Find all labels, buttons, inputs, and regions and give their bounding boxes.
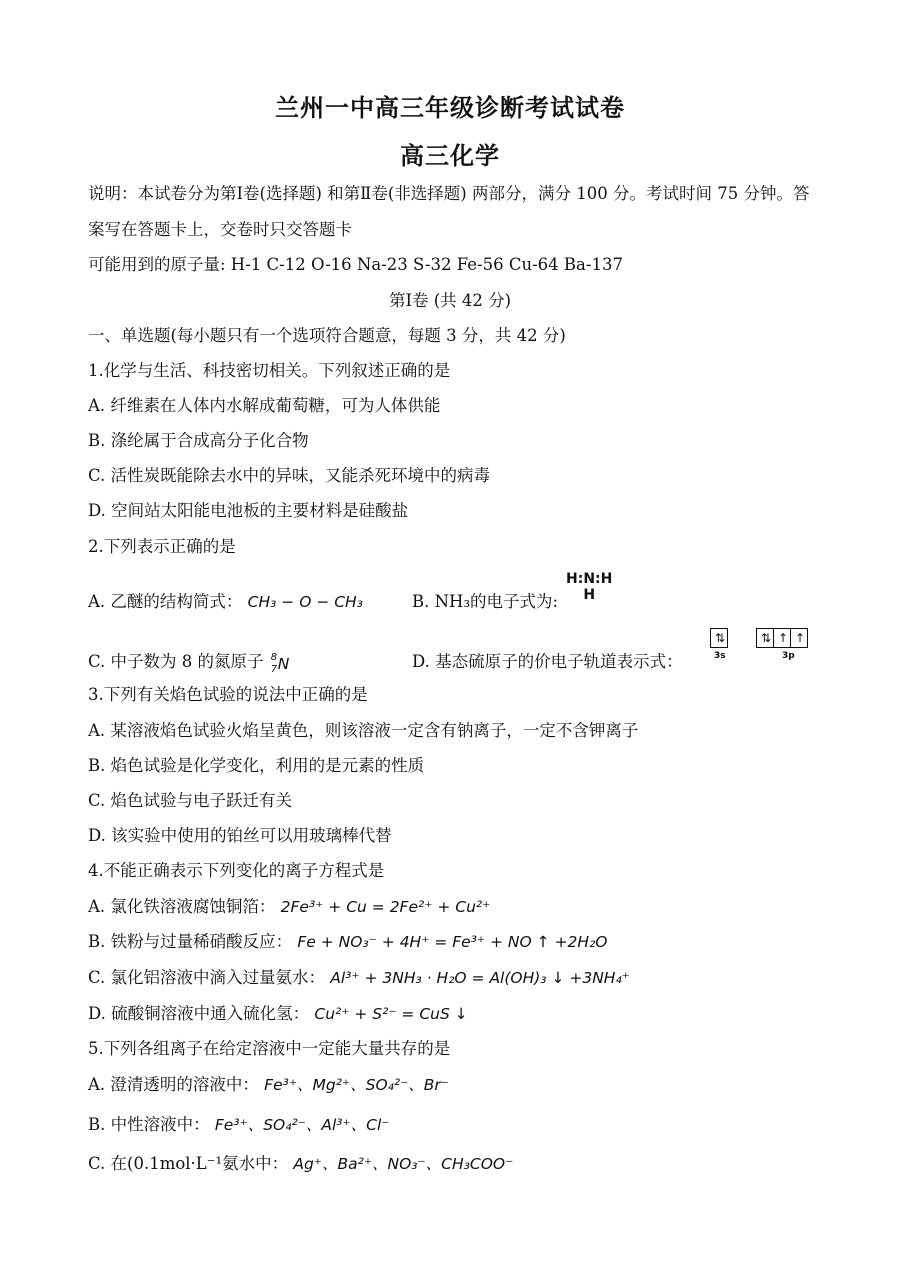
question-3-option-b: B. 焰色试验是化学变化，利用的是元素的性质 bbox=[88, 756, 425, 775]
question-1-option-a: A. 纤维素在人体内水解成葡萄糖，可为人体供能 bbox=[88, 396, 441, 415]
option-b-label: B. 中性溶液中： bbox=[88, 1115, 210, 1134]
ions-b: Fe³⁺、SO₄²⁻、Al³⁺、Cl⁻ bbox=[214, 1116, 390, 1134]
question-4-option-a bbox=[88, 896, 490, 918]
equation-d: Cu²⁺ + S²⁻ = CuS ↓ bbox=[314, 1005, 468, 1023]
option-d-label: D. 硫酸铜溶液中通入硫化氢： bbox=[88, 1004, 310, 1023]
option-a-label: A. 澄清透明的溶液中： bbox=[88, 1075, 259, 1094]
lewis-top-row: H:N:H bbox=[566, 571, 613, 587]
equation-a: 2Fe³⁺ + Cu = 2Fe²⁺ + Cu²⁺ bbox=[280, 898, 491, 916]
question-1-option-d: D. 空间站太阳能电池板的主要材料是硅酸盐 bbox=[88, 501, 409, 520]
option-c-label: C. 中子数为 8 的氮原子 bbox=[88, 652, 264, 671]
lewis-bottom-row: H bbox=[583, 587, 596, 603]
question-3-option-c: C. 焰色试验与电子跃迁有关 bbox=[88, 791, 293, 810]
orbital-3p-cell-3: ↑ bbox=[794, 631, 804, 645]
instructions: 说明：本试卷分为第Ⅰ卷(选择题) 和第Ⅱ卷(非选择题) 两部分，满分 100 分。考试时间 75 分钟。答案写在答题卡上，交卷时只交答题卡 bbox=[88, 184, 810, 239]
part-one-heading: 第Ⅰ卷 (共 42 分) bbox=[388, 291, 512, 310]
ions-c: Ag⁺、Ba²⁺、NO₃⁻、CH₃COO⁻ bbox=[293, 1155, 514, 1173]
ions-a: Fe³⁺、Mg²⁺、SO₄²⁻、Br⁻ bbox=[264, 1076, 449, 1094]
orbital-3p-cell-1: ⇅ bbox=[757, 629, 774, 647]
atomic-number: 7 bbox=[270, 663, 278, 675]
option-c-label: C. 氯化铝溶液中滴入过量氨水： bbox=[88, 968, 326, 987]
question-5-option-c bbox=[88, 1153, 513, 1175]
question-2-option-b: B. NH₃的电子式为: bbox=[412, 592, 559, 611]
question-2-stem: 2.下列表示正确的是 bbox=[88, 537, 236, 556]
question-1-stem: 1.化学与生活、科技密切相关。下列叙述正确的是 bbox=[88, 361, 451, 380]
question-2-option-a bbox=[88, 591, 363, 613]
option-a-label: A. 氯化铁溶液腐蚀铜箔： bbox=[88, 897, 276, 916]
question-1-option-b: B. 涤纶属于合成高分子化合物 bbox=[88, 431, 309, 450]
exam-subtitle: 高三化学 bbox=[400, 141, 500, 170]
question-3-stem: 3.下列有关焰色试验的说法中正确的是 bbox=[88, 685, 368, 704]
question-2-option-d: D. 基态硫原子的价电子轨道表示式： bbox=[412, 652, 683, 671]
question-5-option-a bbox=[88, 1074, 449, 1096]
option-c-label: C. 在(0.1mol·L⁻¹氨水中： bbox=[88, 1154, 289, 1173]
orbital-3p-cell-2: ↑ bbox=[774, 629, 791, 647]
question-3-option-d: D. 该实验中使用的铂丝可以用玻璃棒代替 bbox=[88, 826, 392, 845]
orbital-3s-box bbox=[710, 628, 728, 648]
orbital-3p-box bbox=[756, 628, 808, 648]
section-one-heading: 一、单选题(每小题只有一个选项符合题意，每题 3 分，共 42 分) bbox=[88, 326, 566, 345]
question-5-stem: 5.下列各组离子在给定溶液中一定能大量共存的是 bbox=[88, 1039, 451, 1058]
ammonia-lewis-structure bbox=[566, 572, 612, 602]
diethyl-ether-formula: CH₃ − O − CH₃ bbox=[247, 593, 363, 611]
question-4-option-d bbox=[88, 1003, 468, 1025]
question-2-option-c bbox=[88, 651, 289, 673]
option-b-label: B. 铁粉与过量稀硝酸反应： bbox=[88, 932, 293, 951]
question-4-stem: 4.不能正确表示下列变化的离子方程式是 bbox=[88, 861, 385, 880]
orbital-3s-label: 3s bbox=[714, 651, 726, 661]
orbital-3p-label: 3p bbox=[782, 651, 795, 661]
question-4-option-c bbox=[88, 967, 630, 989]
equation-c: Al³⁺ + 3NH₃ · H₂O = Al(OH)₃ ↓ +3NH₄⁺ bbox=[330, 969, 630, 987]
mass-number: 8 bbox=[270, 651, 278, 663]
option-a-label: A. 乙醚的结构简式： bbox=[88, 592, 243, 611]
nitrogen-nuclide bbox=[269, 653, 289, 673]
question-3-option-a: A. 某溶液焰色试验火焰呈黄色，则该溶液一定含有钠离子，一定不含钾离子 bbox=[88, 721, 639, 740]
question-1-option-c: C. 活性炭既能除去水中的异味，又能杀死环境中的病毒 bbox=[88, 466, 491, 485]
element-symbol: N bbox=[277, 654, 290, 673]
atomic-masses: 可能用到的原子量: H-1 C-12 O-16 Na-23 S-32 Fe-56 Cu-64 Ba-137 bbox=[88, 255, 623, 274]
equation-b: Fe + NO₃⁻ + 4H⁺ = Fe³⁺ + NO ↑ +2H₂O bbox=[297, 933, 608, 951]
exam-title: 兰州一中高三年级诊断考试试卷 bbox=[275, 93, 625, 122]
question-4-option-b bbox=[88, 931, 607, 953]
question-5-option-b bbox=[88, 1114, 390, 1136]
orbital-3s-cell: ⇅ bbox=[714, 631, 724, 645]
